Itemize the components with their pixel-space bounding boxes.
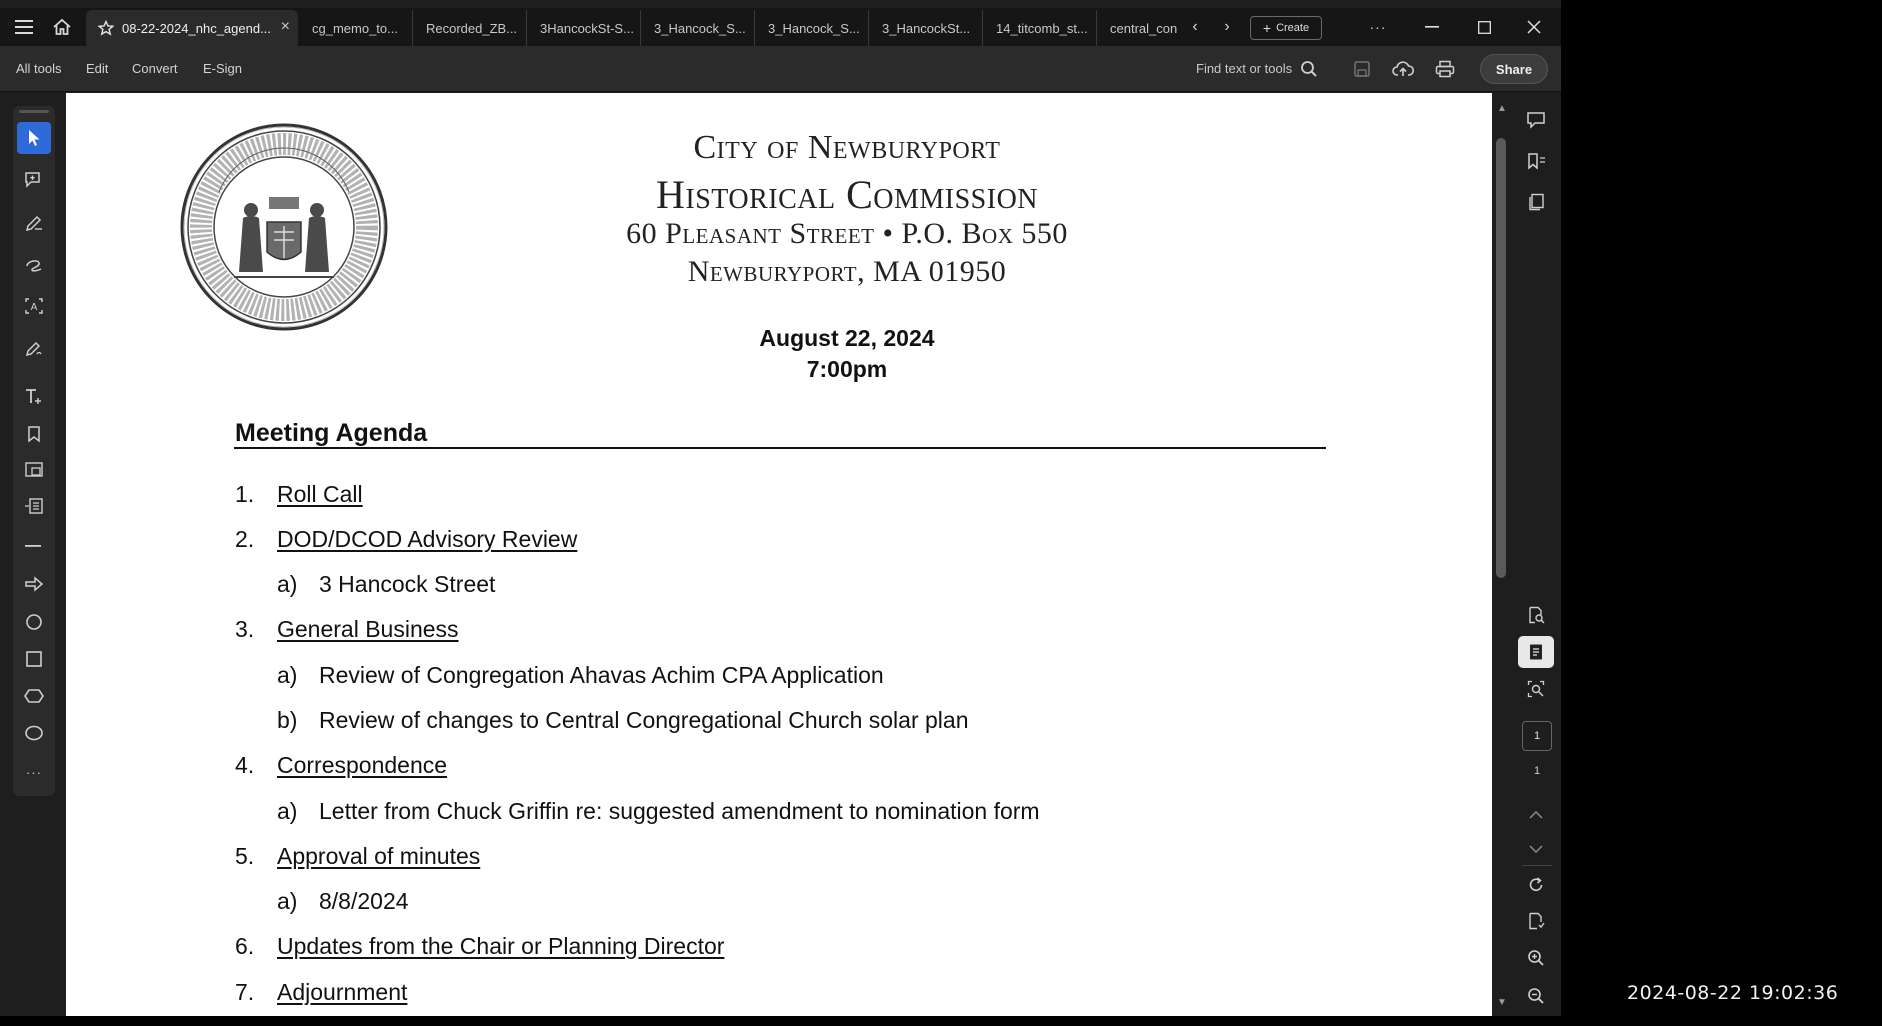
meeting-time: 7:00pm bbox=[806, 356, 888, 382]
zoom-in-icon[interactable] bbox=[1518, 942, 1554, 974]
agenda-item-number: 6. bbox=[235, 933, 255, 959]
agenda-subitem-text: Letter from Chuck Griffin re: suggested amendment to nomination form bbox=[319, 798, 1040, 824]
tab-bar bbox=[0, 8, 1561, 46]
comments-panel-icon[interactable] bbox=[1518, 104, 1554, 136]
tab-label: 08-22-2024_nhc_agend... bbox=[122, 20, 271, 36]
tab-label: central_con bbox=[1110, 20, 1178, 36]
letterhead-city: City of Newburyport bbox=[693, 129, 1001, 166]
zoom-out-icon[interactable] bbox=[1518, 980, 1554, 1012]
tab-label: 14_titcomb_st... bbox=[996, 20, 1088, 36]
freehand-draw-icon[interactable] bbox=[17, 248, 51, 280]
letterhead-commission: Historical Commission bbox=[655, 172, 1039, 217]
agenda-item-text: DOD/DCOD Advisory Review bbox=[277, 526, 578, 552]
agenda-subitem-text: 8/8/2024 bbox=[319, 888, 409, 914]
create-label: Create bbox=[1276, 22, 1310, 34]
tab-label: cg_memo_to... bbox=[312, 20, 398, 36]
agenda-subitem-letter: a) bbox=[277, 798, 298, 824]
document-viewport[interactable] bbox=[66, 93, 1492, 1016]
polygon-tool-icon[interactable] bbox=[17, 680, 51, 712]
previous-page-icon[interactable] bbox=[1518, 799, 1554, 831]
menu-edit[interactable]: Edit bbox=[86, 61, 109, 76]
search-icon[interactable] bbox=[1296, 56, 1322, 82]
list-insert-icon[interactable] bbox=[17, 490, 51, 522]
close-tab-icon[interactable]: × bbox=[280, 18, 290, 35]
find-text-or-tools-button[interactable]: Find text or tools bbox=[1196, 61, 1293, 76]
rotate-icon[interactable] bbox=[1518, 869, 1554, 901]
print-icon[interactable] bbox=[1432, 56, 1458, 82]
agenda-subitem-text: 3 Hancock Street bbox=[319, 571, 496, 597]
svg-text:A: A bbox=[30, 302, 38, 313]
arrow-tool-icon[interactable] bbox=[17, 568, 51, 600]
menu-e-sign[interactable]: E-Sign bbox=[203, 61, 243, 76]
circle-tool-icon[interactable] bbox=[17, 606, 51, 638]
current-page-input[interactable]: 1 bbox=[1522, 721, 1552, 751]
tab-label: 3HancockSt-S... bbox=[540, 20, 634, 36]
text-recognition-icon[interactable] bbox=[17, 290, 51, 322]
scroll-tabs-left-icon[interactable]: ‹ bbox=[1192, 18, 1198, 35]
more-options-icon[interactable]: ··· bbox=[1369, 19, 1387, 35]
document-properties-icon[interactable] bbox=[1518, 636, 1554, 668]
cloud-shape-icon[interactable] bbox=[17, 717, 51, 749]
agenda-subitem-letter: a) bbox=[277, 571, 298, 597]
agenda-item-text: Roll Call bbox=[277, 481, 363, 507]
rectangle-tool-icon[interactable] bbox=[17, 643, 51, 675]
letterhead-address: 60 Pleasant Street • P.O. Box 550 bbox=[626, 217, 1068, 250]
agenda-item-number: 3. bbox=[235, 616, 255, 642]
agenda-subitem-letter: b) bbox=[277, 707, 298, 733]
agenda-item-text: Correspondence bbox=[277, 752, 448, 778]
right-panel-rail bbox=[1512, 93, 1561, 1016]
scroll-down-icon[interactable]: ▼ bbox=[1497, 997, 1507, 1008]
add-text-icon[interactable] bbox=[17, 380, 51, 412]
agenda-subitem-letter: a) bbox=[277, 888, 298, 914]
tab-label: 3_Hancock_S... bbox=[654, 20, 746, 36]
bookmarks-panel-icon[interactable] bbox=[1518, 145, 1554, 177]
video-timestamp-overlay: 2024-08-22 19:02:36 bbox=[1627, 982, 1839, 1004]
tab-08-22-2024-agenda[interactable] bbox=[86, 10, 298, 46]
line-tool-icon[interactable] bbox=[17, 530, 51, 562]
tab-3-hancockst-2[interactable] bbox=[870, 10, 983, 46]
scroll-tabs-right-icon[interactable]: › bbox=[1224, 18, 1230, 35]
scroll-up-icon[interactable]: ▲ bbox=[1497, 103, 1507, 114]
hamburger-menu-icon[interactable] bbox=[8, 8, 40, 46]
pdf-page bbox=[66, 93, 1492, 1016]
scrollbar-thumb[interactable] bbox=[1496, 138, 1506, 578]
highlight-pen-icon[interactable] bbox=[17, 206, 51, 238]
plus-icon: + bbox=[1262, 20, 1272, 36]
close-window-icon[interactable] bbox=[1514, 8, 1554, 46]
tab-14-titcomb-st[interactable] bbox=[984, 10, 1097, 46]
rail-divider bbox=[1522, 865, 1552, 866]
pages-panel-icon[interactable] bbox=[1518, 186, 1554, 218]
agenda-item-text: Adjournment bbox=[277, 979, 408, 1005]
agenda-subitem-text: Review of changes to Central Congregational Church solar plan bbox=[319, 707, 969, 733]
share-button[interactable]: Share bbox=[1480, 54, 1548, 84]
tab-recorded-zb[interactable] bbox=[414, 10, 527, 46]
create-button[interactable] bbox=[1250, 16, 1322, 40]
save-icon[interactable] bbox=[1349, 56, 1375, 82]
tab-3hancockst-1[interactable] bbox=[528, 10, 641, 46]
agenda-item-text: Approval of minutes bbox=[277, 843, 481, 869]
menu-all-tools[interactable]: All tools bbox=[16, 61, 62, 76]
agenda-item-number: 5. bbox=[235, 843, 255, 869]
fill-sign-icon[interactable] bbox=[17, 332, 51, 364]
agenda-subitem-letter: a) bbox=[277, 662, 298, 688]
tab-label: Recorded_ZB... bbox=[426, 20, 518, 36]
scan-search-icon[interactable] bbox=[1518, 673, 1554, 705]
agenda-item-text: General Business bbox=[277, 616, 459, 642]
left-tool-rail bbox=[13, 106, 55, 796]
agenda-subitem-text: Review of Congregation Ahavas Achim CPA Application bbox=[319, 662, 884, 688]
total-pages: 1 bbox=[1533, 765, 1541, 777]
tab-label: 3_HancockSt... bbox=[882, 20, 971, 36]
star-icon[interactable] bbox=[98, 20, 114, 36]
agenda-item-number: 4. bbox=[235, 752, 255, 778]
agenda-item-number: 7. bbox=[235, 979, 255, 1005]
more-tools-icon[interactable]: ··· bbox=[26, 764, 42, 780]
tab-label: 3_Hancock_S... bbox=[768, 20, 860, 36]
letterhead-city-state: Newburyport, MA 01950 bbox=[687, 255, 1007, 288]
agenda-item-number: 2. bbox=[235, 526, 255, 552]
agenda-heading: Meeting Agenda bbox=[235, 419, 428, 447]
next-page-icon[interactable] bbox=[1518, 833, 1554, 865]
agenda-item-number: 1. bbox=[235, 481, 255, 507]
home-icon[interactable] bbox=[46, 8, 78, 46]
select-tool-cursor-icon[interactable] bbox=[17, 122, 51, 154]
maximize-icon[interactable] bbox=[1464, 8, 1504, 46]
rail-drag-handle[interactable] bbox=[19, 110, 49, 113]
tab-central-con[interactable] bbox=[1098, 10, 1182, 46]
city-seal-logo bbox=[179, 122, 389, 332]
tab-3-hancock-2[interactable] bbox=[756, 10, 869, 46]
find-in-document-icon[interactable] bbox=[1518, 599, 1554, 631]
insert-image-icon[interactable] bbox=[17, 454, 51, 486]
top-toolbar bbox=[0, 46, 1561, 92]
cloud-upload-icon[interactable] bbox=[1390, 56, 1416, 82]
tab-3-hancock-1[interactable] bbox=[642, 10, 755, 46]
tab-cg-memo[interactable] bbox=[300, 10, 413, 46]
agenda-heading-rule bbox=[234, 447, 1326, 449]
add-comment-icon[interactable] bbox=[17, 164, 51, 196]
bookmark-icon[interactable] bbox=[17, 418, 51, 450]
page-fit-icon[interactable] bbox=[1518, 905, 1554, 937]
meeting-date: August 22, 2024 bbox=[759, 325, 935, 351]
agenda-item-text: Updates from the Chair or Planning Director bbox=[277, 933, 725, 959]
vertical-scrollbar[interactable] bbox=[1492, 93, 1512, 1016]
minimize-icon[interactable] bbox=[1412, 8, 1452, 46]
menu-convert[interactable]: Convert bbox=[132, 61, 178, 76]
